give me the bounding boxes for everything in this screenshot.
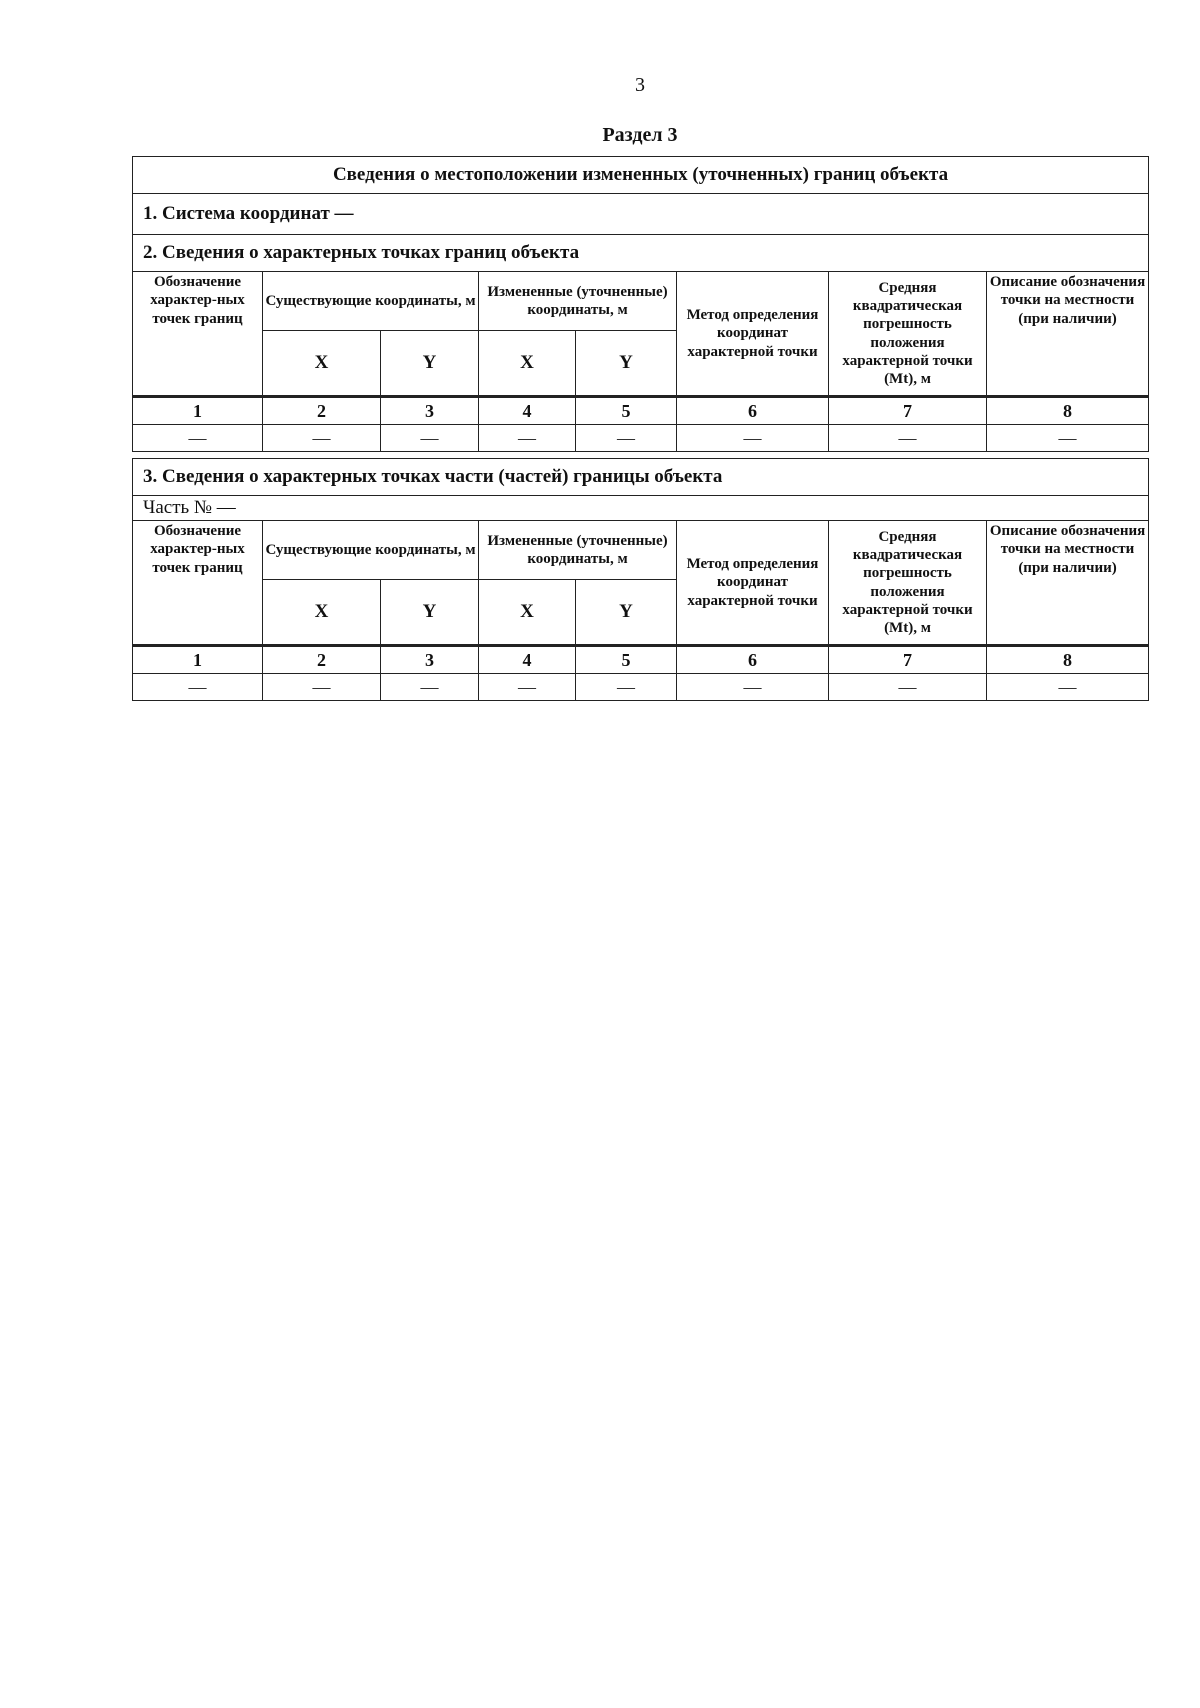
axis-x-changed: X [479, 331, 576, 397]
column-number: 5 [576, 397, 677, 425]
table-cell: — [133, 674, 263, 701]
page-number: 3 [635, 74, 645, 96]
axis-y-existing: Y [381, 580, 479, 646]
table-title: Сведения о местоположении измененных (уточненных) границ объекта [133, 157, 1149, 194]
column-number: 4 [479, 646, 576, 674]
table-cell: — [677, 425, 829, 452]
boundary-points-heading: 2. Сведения о характерных точках границ объекта [133, 235, 1149, 272]
column-number: 6 [677, 397, 829, 425]
column-number: 7 [829, 646, 987, 674]
table-cell: — [829, 674, 987, 701]
coordinate-system-label: 1. Система координат — [143, 203, 354, 224]
column-number: 3 [381, 397, 479, 425]
column-number: 6 [677, 646, 829, 674]
column-number: 1 [133, 397, 263, 425]
coordinate-system-row [133, 194, 1149, 235]
col-method-header: Метод определения координат характерной точки [677, 272, 829, 397]
table-cell: — [677, 674, 829, 701]
column-number: 3 [381, 646, 479, 674]
column-number: 2 [263, 397, 381, 425]
col-method-header: Метод определения координат характерной точки [677, 521, 829, 646]
col-description-header: Описание обозначения точки на местности (при наличии) [987, 272, 1149, 397]
col-designation-header: Обозначение характер-ных точек границ [133, 272, 263, 397]
axis-y-changed: Y [576, 580, 677, 646]
column-number: 1 [133, 646, 263, 674]
col-designation-header: Обозначение характер-ных точек границ [133, 521, 263, 646]
table-cell: — [829, 425, 987, 452]
table-cell: — [987, 425, 1149, 452]
col-description-header: Описание обозначения точки на местности (при наличии) [987, 521, 1149, 646]
col-error-header: Средняя квадратическая погрешность положения характерной точки (Мt), м [829, 272, 987, 397]
axis-y-changed: Y [576, 331, 677, 397]
part-number-label: Часть № — [133, 496, 1149, 521]
table-cell: — [987, 674, 1149, 701]
col-existing-header: Существующие координаты, м [263, 272, 479, 331]
section-title: Раздел 3 [602, 124, 678, 146]
table-cell: — [576, 425, 677, 452]
col-error-header: Средняя квадратическая погрешность положения характерной точки (Мt), м [829, 521, 987, 646]
table-cell: — [263, 425, 381, 452]
column-number: 2 [263, 646, 381, 674]
table-cell: — [576, 674, 677, 701]
column-number: 8 [987, 397, 1149, 425]
col-changed-header: Измененные (уточненные) координаты, м [479, 521, 677, 580]
column-number: 4 [479, 397, 576, 425]
axis-x-changed: X [479, 580, 576, 646]
table-row [133, 674, 1149, 701]
table-cell: — [263, 674, 381, 701]
boundary-points-table [132, 156, 1148, 452]
boundary-parts-heading: 3. Сведения о характерных точках части (частей) границы объекта [133, 459, 1149, 496]
col-existing-header: Существующие координаты, м [263, 521, 479, 580]
table-cell: — [479, 425, 576, 452]
column-number: 7 [829, 397, 987, 425]
table-row [133, 425, 1149, 452]
column-number-row [133, 397, 1149, 425]
axis-y-existing: Y [381, 331, 479, 397]
table-cell: — [381, 425, 479, 452]
table-cell: — [133, 425, 263, 452]
axis-x-existing: X [263, 580, 381, 646]
column-number-row [133, 646, 1149, 674]
table-cell: — [381, 674, 479, 701]
column-number: 8 [987, 646, 1149, 674]
table-cell: — [479, 674, 576, 701]
axis-x-existing: X [263, 331, 381, 397]
column-number: 5 [576, 646, 677, 674]
boundary-parts-table [132, 458, 1148, 701]
col-changed-header: Измененные (уточненные) координаты, м [479, 272, 677, 331]
